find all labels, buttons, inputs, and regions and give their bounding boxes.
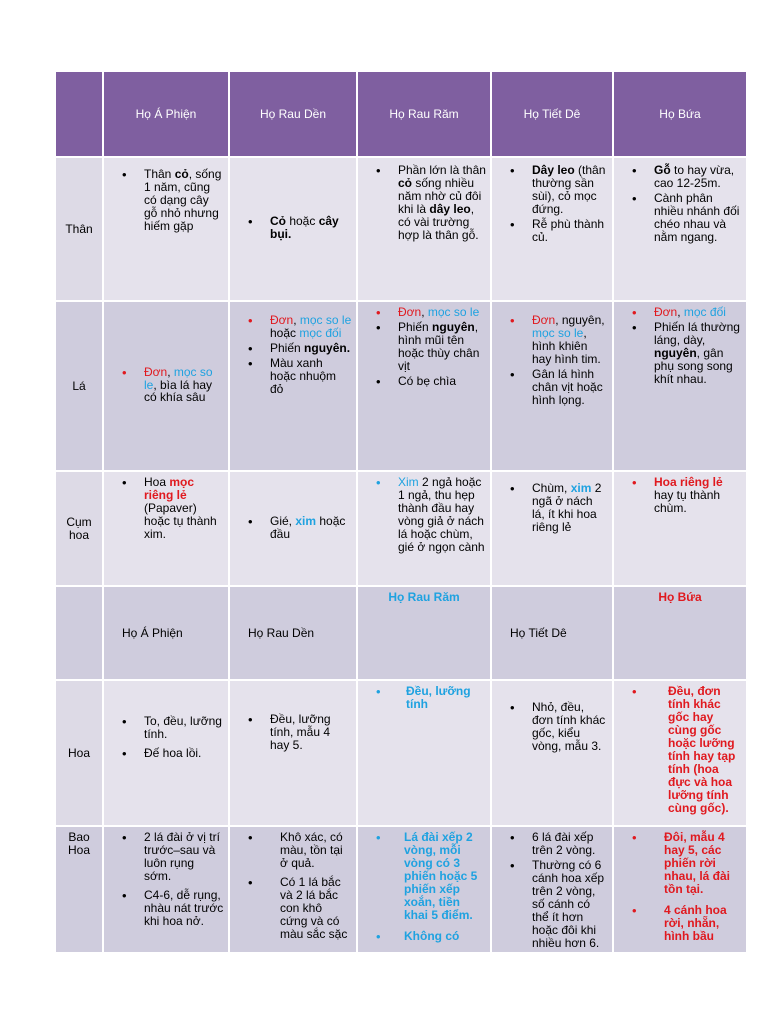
row-cumhoa (56, 472, 746, 585)
list-item: • Thường có 6 cánh hoa xếp trên 2 vòng, số cánh có thể ít hơn hoặc đôi khi nhiều hơn 6. (492, 859, 608, 950)
list-item: • To, đều, lưỡng tính. (104, 715, 224, 741)
list-item: • Có 1 lá bắc và 2 lá bắc con khô cứng và có màu sắc sặc (230, 876, 352, 941)
list-item: • C4-6, dễ rụng, nhàu nát trước khi hoa nở. (104, 889, 224, 928)
cell-subhead-1: Họ Á Phiện (104, 587, 228, 679)
list-item: • Gân lá hình chân vịt hoặc hình lọng. (492, 368, 608, 407)
list-item: • Dây leo (thân thường sần sùi), cỏ mọc đứng. (492, 164, 608, 216)
list-item: • Phiến nguyên. (230, 342, 352, 355)
list-item: • Đơn, mọc so le, bìa lá hay có khía sâu (104, 366, 224, 405)
list-item: • Đơn, mọc so le (358, 306, 486, 319)
list-item: • Đều, đơn tính khác gốc hay cùng gốc hoặc lưỡng tính hay tạp tính (hoa đực và hoa lưỡng tính cùng gốc). (614, 685, 742, 815)
cell-than-4 (492, 158, 612, 300)
list-item: • Hoa riêng lẻ hay tụ thành chùm. (614, 476, 742, 515)
cell-baohoa-5 (614, 827, 746, 952)
header-col5: Họ Bứa (614, 72, 746, 156)
cell-cumhoa-3 (358, 472, 490, 585)
cell-cumhoa-5 (614, 472, 746, 585)
row-label-la: Lá (56, 302, 102, 470)
cell-cumhoa-1 (104, 472, 228, 585)
cell-subhead-4: Họ Tiết Dê (492, 587, 612, 679)
cell-cumhoa-4 (492, 472, 612, 585)
list-item: • 6 lá đài xếp trên 2 vòng. (492, 831, 608, 857)
list-item: • Gỗ to hay vừa, cao 12-25m. (614, 164, 742, 190)
list-item: • Phần lớn là thân cỏ sống nhiều năm nhờ củ đôi khi là dây leo, có vài trường hợp là thân gỗ. (358, 164, 486, 242)
list-item: • Không có (358, 930, 486, 943)
list-item: • 4 cánh hoa rời, nhẵn, hình bầu (614, 904, 742, 943)
list-item: • Chùm, xim 2 ngã ở nách lá, ít khi hoa riêng lẻ (492, 482, 608, 534)
row-subhead (56, 587, 746, 679)
list-item: • Nhỏ, đều, đơn tính khác gốc, kiểu vòng, mẫu 3. (492, 701, 608, 753)
cell-hoa-3 (358, 681, 490, 825)
comparison-table (54, 70, 748, 954)
cell-subhead-3: Họ Rau Răm (358, 587, 490, 679)
cell-than-3 (358, 158, 490, 300)
cell-baohoa-4 (492, 827, 612, 952)
row-label-than: Thân (56, 158, 102, 300)
cell-subhead-5: Họ Bứa (614, 587, 746, 679)
row-label-cumhoa: Cụm hoa (56, 472, 102, 585)
cell-la-4 (492, 302, 612, 470)
list-item: • Đơn, mọc so le hoặc mọc đối (230, 314, 352, 340)
list-item: • Đều, lưỡng tính (358, 685, 486, 711)
cell-baohoa-2 (230, 827, 356, 952)
list-item: • Đôi, mẫu 4 hay 5, các phiến rời nhau, lá đài tồn tại. (614, 831, 742, 896)
list-item: • Hoa mọc riêng lẻ (Papaver) hoặc tụ thành xim. (104, 476, 224, 541)
cell-subhead-2: Họ Rau Dền (230, 587, 356, 679)
list-item: • Thân cỏ, sống 1 năm, cũng có dạng cây gỗ nhỏ nhưng hiếm gặp (104, 168, 224, 233)
header-col1: Họ Á Phiện (104, 72, 228, 156)
list-item: • Đơn, mọc đối (614, 306, 742, 319)
header-col4: Họ Tiết Dê (492, 72, 612, 156)
list-item: • Có bẹ chìa (358, 375, 486, 388)
cell-than-5 (614, 158, 746, 300)
cell-la-2 (230, 302, 356, 470)
list-item: • Đơn, nguyên, mọc so le, hình khiên hay hình tim. (492, 314, 608, 366)
list-item: • Rễ phù thành củ. (492, 218, 608, 244)
cell-hoa-5 (614, 681, 746, 825)
cell-la-1 (104, 302, 228, 470)
cell-cumhoa-2 (230, 472, 356, 585)
cell-hoa-1 (104, 681, 228, 825)
cell-hoa-2 (230, 681, 356, 825)
cell-la-5 (614, 302, 746, 470)
row-than (56, 158, 746, 300)
row-label-baohoa: Bao Hoa (56, 827, 102, 952)
row-la (56, 302, 746, 470)
cell-hoa-4 (492, 681, 612, 825)
header-row (56, 72, 746, 156)
cell-than-2 (230, 158, 356, 300)
header-col2: Họ Rau Dền (230, 72, 356, 156)
list-item: • Cỏ hoặc cây bụi. (230, 215, 352, 241)
list-item: • Phiến nguyên, hình mũi tên hoặc thùy chân vịt (358, 321, 486, 373)
header-col3: Họ Rau Răm (358, 72, 490, 156)
cell-la-3 (358, 302, 490, 470)
cell-baohoa-1 (104, 827, 228, 952)
list-item: • Đều, lưỡng tính, mẫu 4 hay 5. (230, 713, 352, 752)
list-item: • Gié, xim hoặc đầu (230, 515, 352, 541)
row-label-subhead (56, 587, 102, 679)
cell-baohoa-3 (358, 827, 490, 952)
list-item: • Màu xanh hoặc nhuộm đỏ (230, 357, 352, 396)
list-item: • Xim 2 ngả hoặc 1 ngả, thu hẹp thành đầu hay vòng giả ở nách lá hoặc chùm, gié ở ngọn cành (358, 476, 486, 554)
list-item: • 2 lá đài ở vị trí trước–sau và luôn rụng sớm. (104, 831, 224, 883)
row-hoa (56, 681, 746, 825)
list-item: • Khô xác, có màu, tồn tại ở quả. (230, 831, 352, 870)
list-item: • Lá đài xếp 2 vòng, mỗi vòng có 3 phiến hoặc 5 phiến xếp xoắn, tiền khai 5 điểm. (358, 831, 486, 922)
row-baohoa (56, 827, 746, 952)
list-item: • Phiến lá thường láng, dày, nguyên, gân phụ song song khít nhau. (614, 321, 742, 386)
row-label-hoa: Hoa (56, 681, 102, 825)
list-item: • Cành phân nhiều nhánh đối chéo nhau và nằm ngang. (614, 192, 742, 244)
list-item: • Đế hoa lồi. (104, 747, 224, 760)
cell-than-1 (104, 158, 228, 300)
corner-cell (56, 72, 102, 156)
